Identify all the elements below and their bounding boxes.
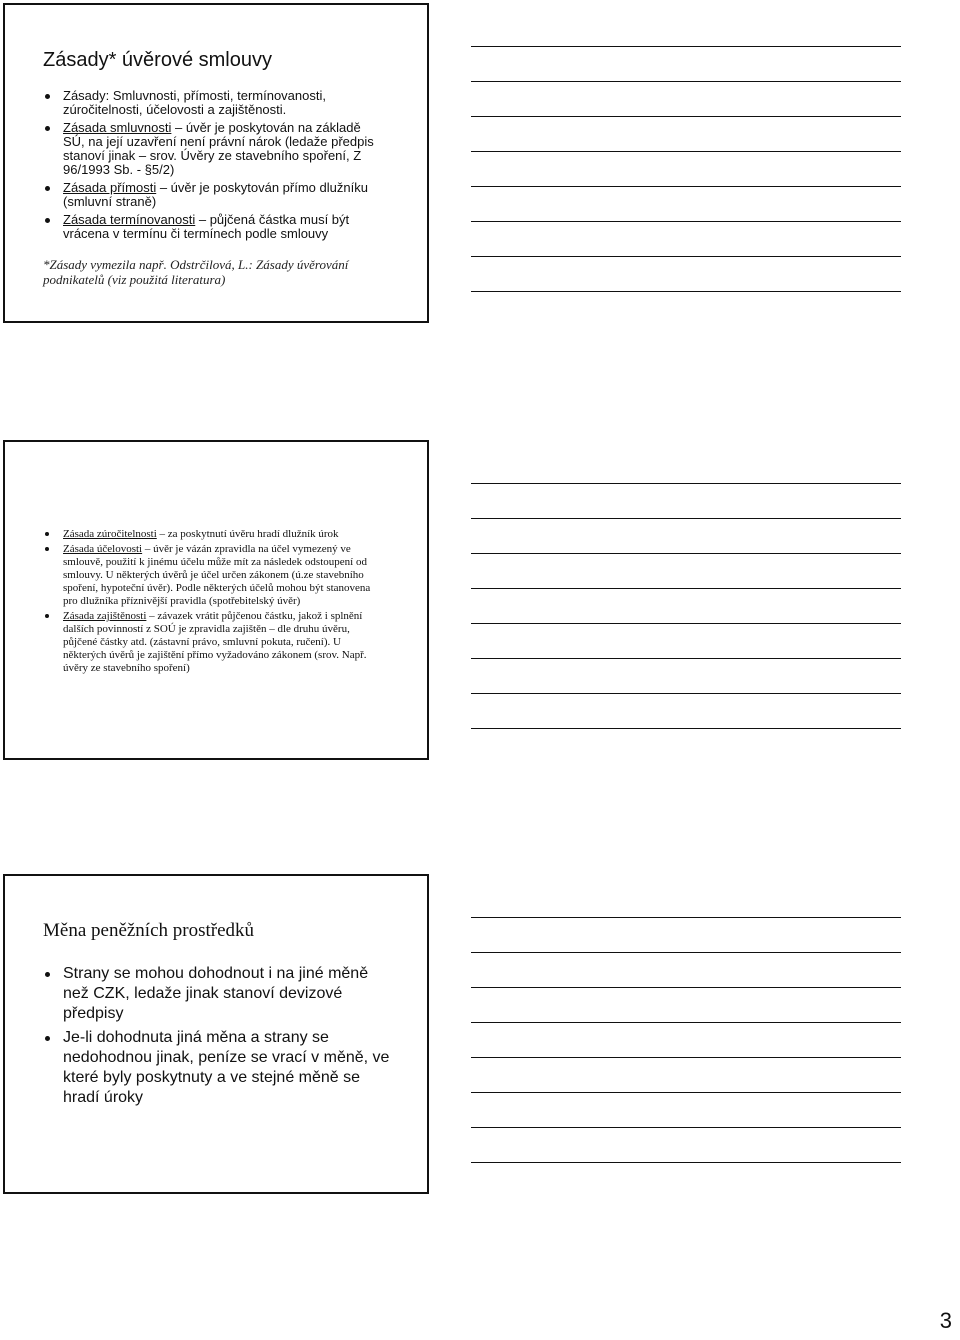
bullet-lead: Zásada zúročitelnosti xyxy=(63,528,157,540)
note-line xyxy=(471,1022,901,1023)
note-line xyxy=(471,553,901,554)
note-line xyxy=(471,46,901,47)
bullet-text: Je-li dohodnuta jiná měna a strany se nedohodnou jinak, peníze se vrací v měně, ve které byly poskytnuty a ve stejné měně se hradí úroky xyxy=(63,1029,390,1106)
note-line xyxy=(471,483,901,484)
bullet-list xyxy=(43,964,393,1112)
bullet-item xyxy=(43,543,373,608)
bullet-text: – za poskytnutí úvěru hradí dlužník úrok xyxy=(156,528,339,540)
bullet-lead: Zásada termínovanosti xyxy=(63,212,196,227)
note-line xyxy=(471,1057,901,1058)
bullet-item xyxy=(43,1028,393,1108)
note-line xyxy=(471,186,901,187)
bullet-lead: Zásada zajištěnosti xyxy=(63,610,147,622)
bullet-text: – půjčená částka musí být vrácena v termínu či termínech podle smlouvy xyxy=(63,212,350,241)
slide-1 xyxy=(3,3,429,323)
bullet-lead: Zásada přímosti xyxy=(63,180,157,195)
slide-3 xyxy=(3,874,429,1194)
note-line xyxy=(471,221,901,222)
bullet-item xyxy=(43,610,373,675)
slide-title: Měna peněžních prostředků xyxy=(43,920,255,941)
note-line xyxy=(471,291,901,292)
bullet-text: – úvěr je poskytován na základě SÚ, na její uzavření není právní nárok (ledaže předpis stanoví jinak – srov. Úvěry ze stavebního spoření, Z 96/1993 Sb. - §5/2) xyxy=(63,120,374,177)
bullet-item xyxy=(43,528,373,541)
bullet-text: Strany se mohou dohodnout i na jiné měně než CZK, ledaže jinak stanoví devizové předpisy xyxy=(63,965,369,1022)
note-line xyxy=(471,256,901,257)
slide-footnote: *Zásady vymezila např. Odstrčilová, L.: Zásady úvěrování podnikatelů (viz použitá literatura) xyxy=(43,257,349,287)
page-number: 3 xyxy=(939,1308,952,1333)
note-line xyxy=(471,116,901,117)
note-line xyxy=(471,623,901,624)
note-line xyxy=(471,693,901,694)
bullet-item xyxy=(43,89,383,117)
note-line xyxy=(471,151,901,152)
note-line xyxy=(471,952,901,953)
slide-title: Zásady* úvěrové smlouvy xyxy=(43,49,272,71)
note-line xyxy=(471,1092,901,1093)
note-line xyxy=(471,1162,901,1163)
note-line xyxy=(471,1127,901,1128)
bullet-item xyxy=(43,181,383,209)
note-line xyxy=(471,81,901,82)
bullet-item xyxy=(43,121,383,177)
bullet-text: Zásady: Smluvnosti, přímosti, termínovanosti, zúročitelnosti, účelovosti a zajištěnosti. xyxy=(63,88,326,117)
bullet-item xyxy=(43,213,383,241)
bullet-text: – úvěr je vázán zpravidla na účel vymezený ve smlouvě, použití k jinému účelu může mít za následek odstoupení od smlouvy. U některých úvěrů je účel určen zákonem (ú.ze stavebního spoření, hypoteční úvěr). Podle některých účelů mohou být stanovena pro dlužníka příznivější pravidla (spotřebitelský úvěr) xyxy=(63,543,371,607)
notes-lines xyxy=(471,917,901,1197)
note-line xyxy=(471,728,901,729)
bullet-list xyxy=(43,528,373,677)
note-line xyxy=(471,518,901,519)
bullet-item xyxy=(43,964,393,1024)
note-line xyxy=(471,658,901,659)
note-line xyxy=(471,987,901,988)
bullet-lead: Zásada smluvnosti xyxy=(63,120,172,135)
note-line xyxy=(471,588,901,589)
bullet-text: – závazek vrátit půjčenou částku, jakož i splnění dalších povinností z SOÚ je zpravidla zajištěn – dle druhu úvěru, půjčené částky atd. (zástavní právo, smluvní pokuta, ručení). U některých úvěrů je zajištění přímo vyžadováno zákonem (srov. Např. úvěry ze stavebního spoření) xyxy=(63,610,367,674)
notes-lines xyxy=(471,483,901,763)
notes-lines xyxy=(471,46,901,326)
slide-2 xyxy=(3,440,429,760)
bullet-text: – úvěr je poskytován přímo dlužníku (smluvní straně) xyxy=(63,180,368,209)
note-line xyxy=(471,917,901,918)
bullet-list xyxy=(43,89,383,245)
bullet-lead: Zásada účelovosti xyxy=(63,543,143,555)
